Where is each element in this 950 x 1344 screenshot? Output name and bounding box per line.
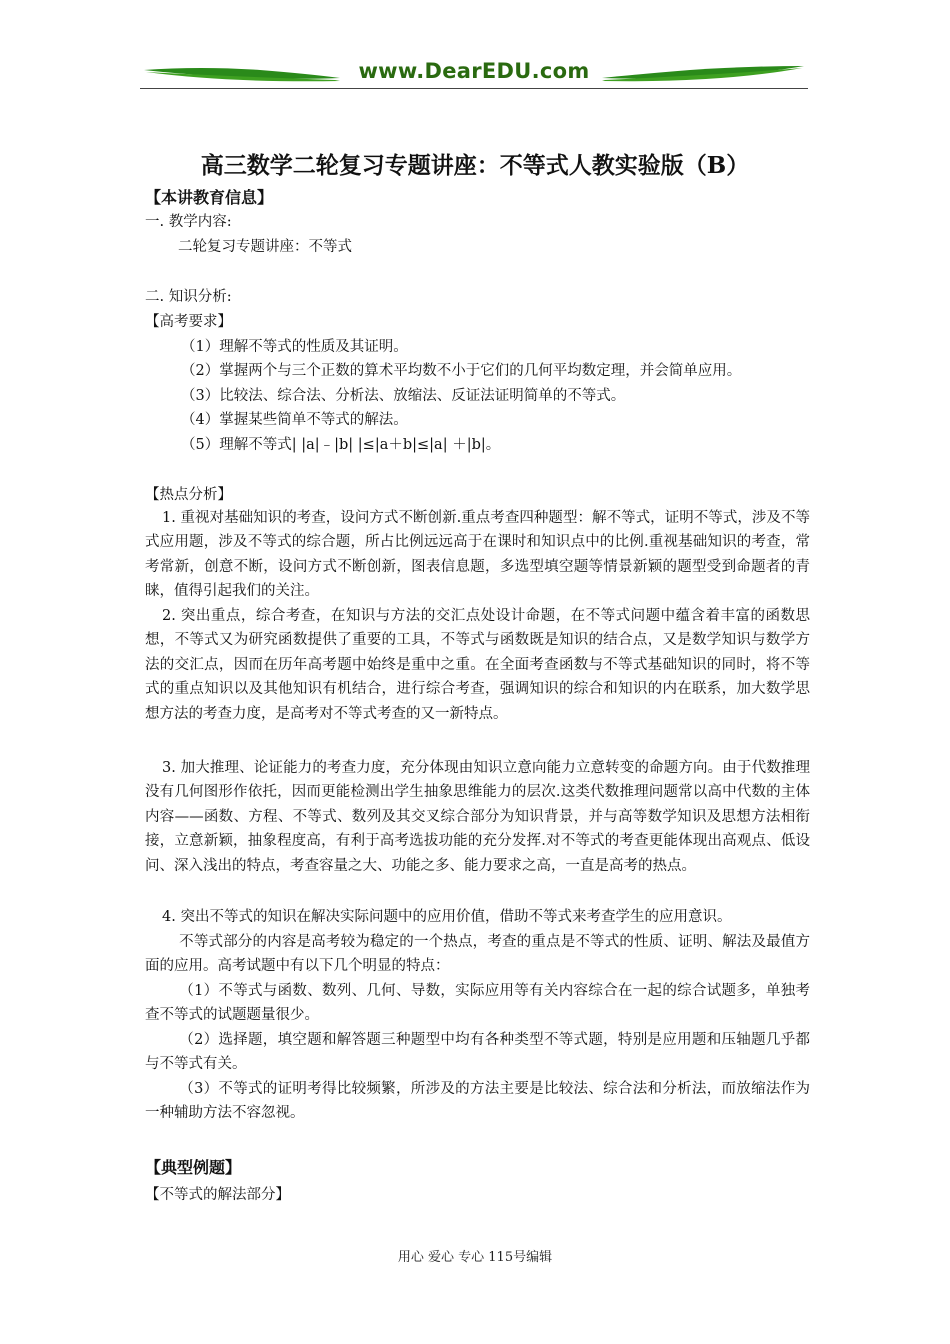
site-banner — [140, 56, 808, 96]
header-rule — [140, 88, 808, 89]
requirement-item: （2）掌握两个与三个正数的算术平均数不小于它们的几何平均数定理，并会简单应用。 — [181, 363, 742, 379]
info-heading: 【本讲教育信息】 — [145, 188, 274, 207]
hot-point: 2. 突出重点，综合考查，在知识与方法的交汇点处设计命题，在不等式问题中蕴含着丰富的函数思想，不等式又为研究函数提供了重要的工具，不等式与函数既是知识的结合点，又是数学知识与数学方法的交汇点，因而在历年高考题中始终是重中之重。在全面考查函数与不等式基础知识的同时，将不等式的重点知识以及其他知识有机结合，进行综合考查，强调知识的综合和知识的内在联系，加大数学思想方法的考查力度，是高考对不等式考查的又一新特点。 — [145, 608, 810, 722]
requirements-heading: 【高考要求】 — [145, 314, 232, 330]
hot-point: 4. 突出不等式的知识在解决实际问题中的应用价值，借助不等式来考查学生的应用意识。 — [162, 909, 732, 925]
summary-paragraph: 不等式部分的内容是高考较为稳定的一个热点，考查的重点是不等式的性质、证明、解法及最值方面的应用。高考试题中有以下几个明显的特点： — [145, 934, 810, 975]
feature-item: （2）选择题，填空题和解答题三种题型中均有各种类型不等式题，特别是应用题和压轴题几乎都与不等式有关。 — [145, 1032, 810, 1073]
requirement-item: （3）比较法、综合法、分析法、放缩法、反证法证明简单的不等式。 — [181, 388, 626, 404]
requirement-item: （5）理解不等式| |a|﹣|b| |≤|a＋b|≤|a| ＋|b|。 — [181, 437, 501, 453]
analysis-label: 二. 知识分析: — [145, 289, 232, 305]
hot-point: 1. 重视对基础知识的考查，设问方式不断创新.重点考查四种题型：解不等式，证明不等式，涉及不等式应用题，涉及不等式的综合题，所占比例远远高于在课时和知识点中的比例.重视基础知识的考查，常考常新，创意不断，设问方式不断创新，图表信息题，多选型填空题等情景新颖的题型受到命题者的青睐，值得引起我们的关注。 — [145, 510, 810, 600]
page-footer: 用心 爱心 专心 115号编辑 — [397, 1250, 553, 1265]
example-heading: 【典型例题】 — [145, 1158, 242, 1177]
hot-point: 3. 加大推理、论证能力的考查力度，充分体现由知识立意向能力立意转变的命题方向。由于代数推理没有几何图形作依托，因而更能检测出学生抽象思维能力的层次.这类代数推理问题常以高中代数的主体内容——函数、方程、不等式、数列及其交叉综合部分为知识背景，并与高等数学知识及思想方法相衔接，立意新颖，抽象程度高，有利于高考选拔功能的充分发挥.对不等式的考查更能体现出高观点、低设问、深入浅出的特点，考查容量之大、功能之多、能力要求之高，一直是高考的热点。 — [145, 760, 810, 874]
requirement-item: （4）掌握某些简单不等式的解法。 — [181, 412, 408, 428]
site-url: www.DearEDU.com — [358, 59, 590, 83]
content-label: 一. 教学内容: — [145, 214, 232, 230]
hot-heading: 【热点分析】 — [145, 487, 232, 503]
page-title: 高三数学二轮复习专题讲座：不等式人教实验版（B） — [200, 152, 750, 179]
requirement-item: （1）理解不等式的性质及其证明。 — [181, 339, 408, 355]
feature-item: （3）不等式的证明考得比较频繁，所涉及的方法主要是比较法、综合法和分析法，而放缩法作为一种辅助方法不容忽视。 — [145, 1081, 810, 1122]
example-subheading: 【不等式的解法部分】 — [145, 1187, 290, 1203]
feature-item: （1）不等式与函数、数列、几何、导数，实际应用等有关内容综合在一起的综合试题多，单独考查不等式的试题题量很少。 — [145, 983, 810, 1024]
content-value: 二轮复习专题讲座：不等式 — [178, 239, 352, 255]
